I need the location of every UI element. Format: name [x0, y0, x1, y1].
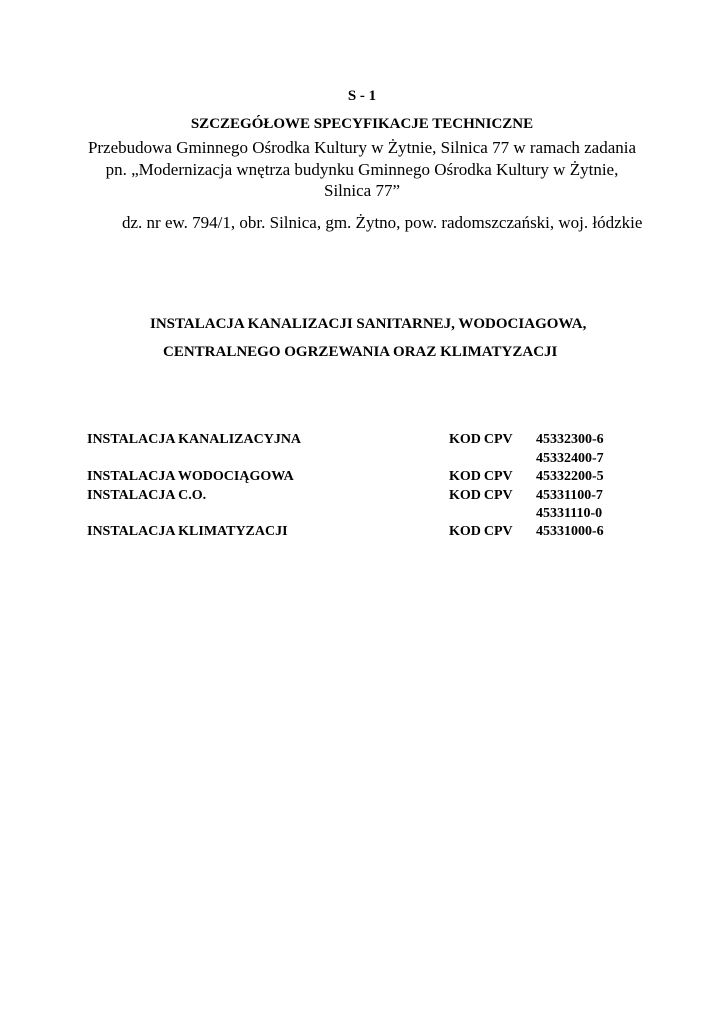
plot-location: dz. nr ew. 794/1, obr. Silnica, gm. Żytno, pow. radomszczański, woj. łódzkie — [122, 213, 643, 232]
document-code: S - 1 — [347, 88, 377, 104]
cpv-code: 45331000-6 — [536, 524, 604, 539]
cpv-row-name: INSTALACJA C.O. — [87, 488, 207, 503]
document-title: SZCZEGÓŁOWE SPECYFIKACJE TECHNICZNE — [190, 116, 534, 132]
cpv-code: 45331110-0 — [536, 506, 603, 521]
cpv-word: CPV — [483, 524, 513, 539]
cpv-row-kod-label — [449, 488, 513, 504]
section-heading-line-2: CENTRALNEGO OGRZEWANIA ORAZ KLIMATYZACJI — [163, 344, 558, 360]
document-subtitle-line-3: Silnica 77” — [323, 181, 400, 200]
document-subtitle-line-2: pn. „Modernizacja wnętrza budynku Gminnego Ośrodka Kultury w Żytnie, — [105, 160, 619, 179]
kod-word: KOD — [449, 524, 481, 539]
cpv-row-kod-label — [449, 469, 513, 485]
cpv-word: CPV — [483, 469, 513, 484]
cpv-code: 45331100-7 — [536, 488, 603, 503]
cpv-row-kod-label — [449, 432, 513, 448]
cpv-code: 45332300-6 — [536, 432, 604, 447]
cpv-row-name: INSTALACJA WODOCIĄGOWA — [87, 469, 294, 484]
document-subtitle-line-1: Przebudowa Gminnego Ośrodka Kultury w Żytnie, Silnica 77 w ramach zadania — [87, 138, 637, 157]
kod-word: KOD — [449, 469, 481, 484]
kod-word: KOD — [449, 488, 481, 503]
cpv-row-kod-label — [449, 524, 513, 540]
cpv-row-name: INSTALACJA KLIMATYZACJI — [87, 524, 288, 539]
cpv-word: CPV — [483, 432, 513, 447]
kod-word: KOD — [449, 432, 481, 447]
cpv-code: 45332400-7 — [536, 451, 604, 466]
cpv-row-name: INSTALACJA KANALIZACYJNA — [87, 432, 302, 447]
section-heading-line-1: INSTALACJA KANALIZACJI SANITARNEJ, WODOCIAGOWA, — [150, 316, 587, 332]
cpv-code: 45332200-5 — [536, 469, 604, 484]
cpv-word: CPV — [483, 488, 513, 503]
